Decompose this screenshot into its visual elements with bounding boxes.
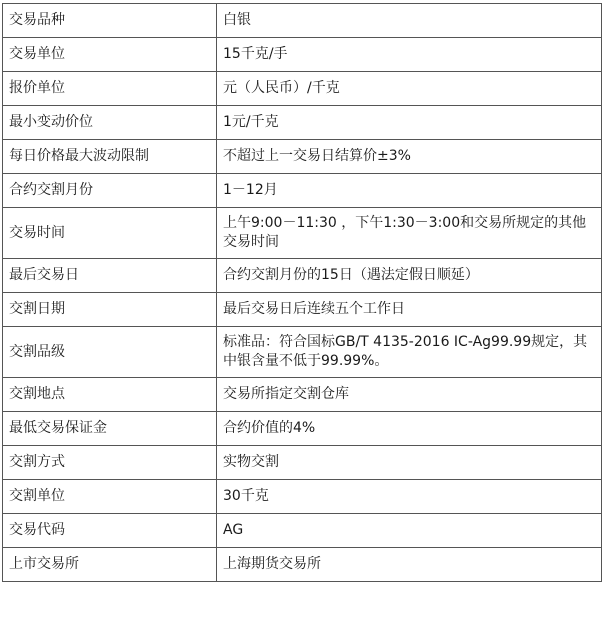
row-value: 标准品：符合国标GB/T 4135-2016 IC-Ag99.99规定，其中银含量不低于99.99%。: [217, 327, 602, 378]
row-label: 交割地点: [3, 378, 217, 412]
row-label: 交易代码: [3, 514, 217, 548]
row-value: 上午9:00－11:30 ，下午1:30－3:00和交易所规定的其他交易时间: [217, 208, 602, 259]
row-label: 交割方式: [3, 446, 217, 480]
row-value: 1－12月: [217, 174, 602, 208]
row-value: 实物交割: [217, 446, 602, 480]
row-label: 上市交易所: [3, 548, 217, 582]
table-row: [3, 106, 602, 140]
row-label: 交易品种: [3, 4, 217, 38]
table-row: [3, 548, 602, 582]
table-row: [3, 208, 602, 259]
row-value: 白银: [217, 4, 602, 38]
table-row: [3, 480, 602, 514]
row-value: 30千克: [217, 480, 602, 514]
table-row: [3, 446, 602, 480]
row-label: 每日价格最大波动限制: [3, 140, 217, 174]
row-label: 交割单位: [3, 480, 217, 514]
table-row: [3, 174, 602, 208]
row-label: 最低交易保证金: [3, 412, 217, 446]
row-value: 合约交割月份的15日（遇法定假日顺延）: [217, 259, 602, 293]
row-label: 合约交割月份: [3, 174, 217, 208]
row-value: 1元/千克: [217, 106, 602, 140]
table-row: [3, 259, 602, 293]
table-row: [3, 72, 602, 106]
row-label: 交割日期: [3, 293, 217, 327]
row-value: 15千克/手: [217, 38, 602, 72]
row-value: 交易所指定交割仓库: [217, 378, 602, 412]
row-value: 上海期货交易所: [217, 548, 602, 582]
row-value: 合约价值的4%: [217, 412, 602, 446]
row-value: 最后交易日后连续五个工作日: [217, 293, 602, 327]
table-row: [3, 378, 602, 412]
row-value: AG: [217, 514, 602, 548]
table-row: [3, 293, 602, 327]
row-label: 最后交易日: [3, 259, 217, 293]
row-label: 最小变动价位: [3, 106, 217, 140]
contract-spec-table: [2, 3, 602, 582]
row-label: 交易时间: [3, 208, 217, 259]
row-label: 报价单位: [3, 72, 217, 106]
row-label: 交易单位: [3, 38, 217, 72]
table-row: [3, 412, 602, 446]
table-row: [3, 327, 602, 378]
table-row: [3, 140, 602, 174]
row-value: 元（人民币）/千克: [217, 72, 602, 106]
row-label: 交割品级: [3, 327, 217, 378]
table-row: [3, 514, 602, 548]
row-value: 不超过上一交易日结算价±3%: [217, 140, 602, 174]
table-row: [3, 38, 602, 72]
table-row: [3, 4, 602, 38]
